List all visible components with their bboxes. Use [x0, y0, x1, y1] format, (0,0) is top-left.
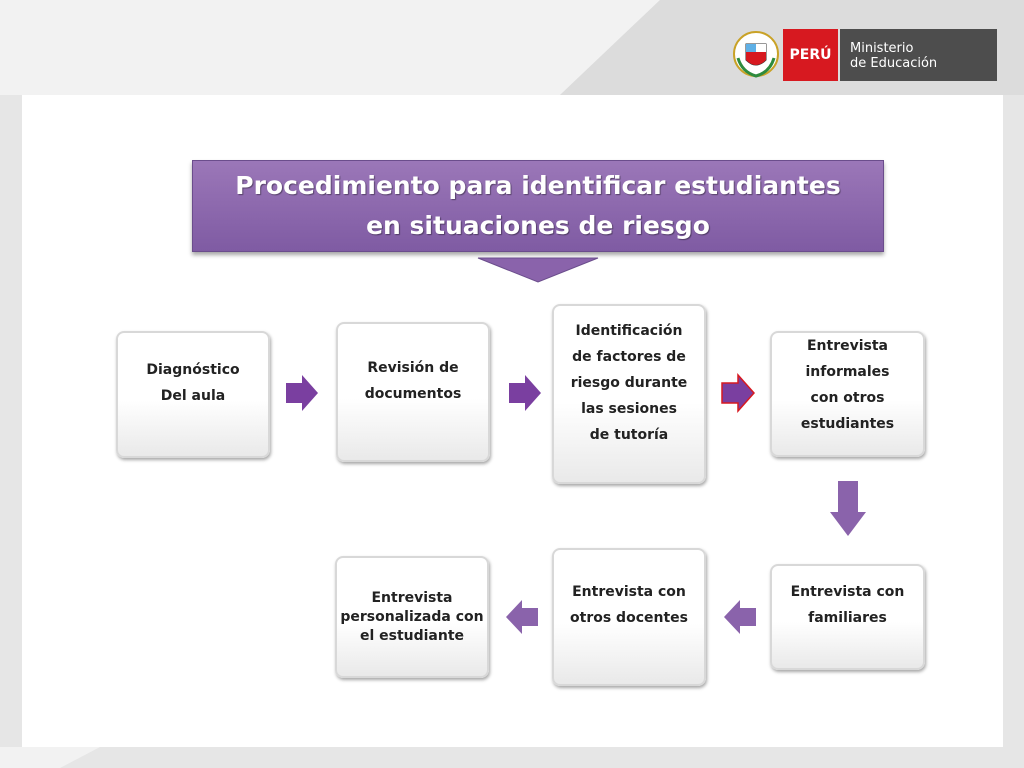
step-card-diagnostico: [116, 331, 270, 458]
ministry-logo: [732, 28, 998, 82]
step-card-entrevista-familiares: [770, 564, 925, 670]
step-card-text: Identificación de factores de riesgo durante las sesiones de tutoría: [570, 323, 688, 443]
step-card-entrevista-personalizada: [335, 556, 489, 678]
step-card-identificacion: [552, 304, 706, 484]
title-line-2: en situaciones de riesgo: [366, 211, 710, 240]
step-card-text: Entrevista con otros docentes: [570, 584, 688, 626]
step-card-text: Entrevista informales con otros estudiantes: [800, 338, 895, 432]
step-card-text: Entrevista con familiares: [790, 584, 905, 626]
diagram-title: [192, 160, 884, 252]
step-card-text: Entrevista personalizada con el estudiante: [340, 590, 484, 644]
step-card-text: Diagnóstico Del aula: [146, 362, 240, 404]
step-card-entrevista-docentes: [552, 548, 706, 686]
ministry-label: [840, 29, 997, 81]
peru-label: PERÚ: [783, 29, 838, 81]
ministry-line-2: de Educación: [850, 56, 938, 71]
step-card-revision: [336, 322, 490, 462]
step-card-text: Revisión de documentos: [364, 360, 462, 402]
coat-of-arms-icon: [732, 28, 780, 82]
ministry-line-1: Ministerio: [850, 41, 914, 56]
step-card-entrevista-estudiantes: [770, 331, 925, 457]
title-line-1: Procedimiento para identificar estudiantes: [235, 171, 841, 200]
